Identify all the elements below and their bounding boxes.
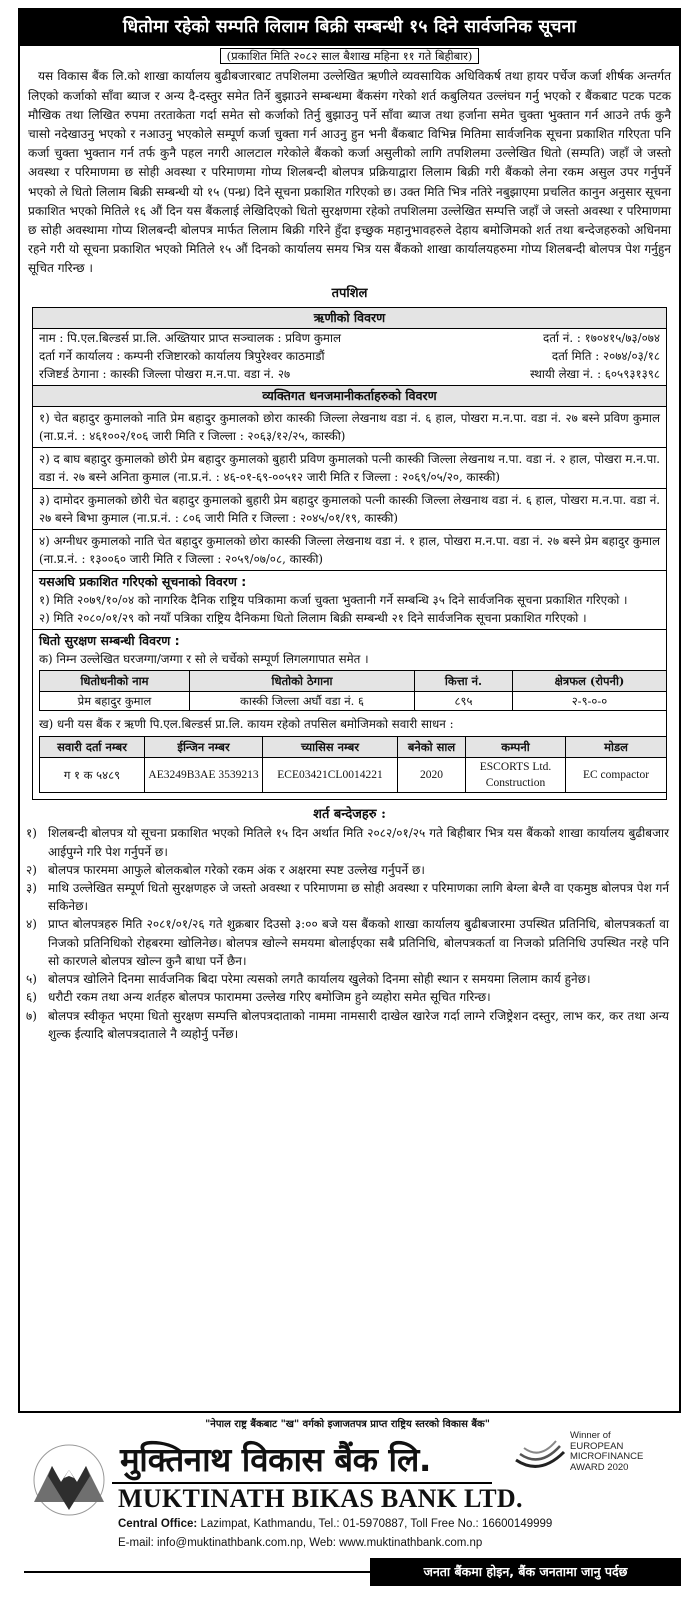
bank-name-english: MUKTINATH BIKAS BANK LTD. <box>118 1484 523 1513</box>
regulatory-slogan: "नेपाल राष्ट्र बैंकबाट "ख" वर्गको इजाजतपत्र प्राप्त राष्ट्रिय स्तरको विकास बैंक" <box>205 1419 490 1430</box>
borrower-reg-no: दर्ता नं. : १७०४१५/७३/०७४ <box>543 331 660 346</box>
condition-text: शिलबन्दी बोलपत्र यो सूचना प्रकाशित भएको मितिले १५ दिन अर्थात मिति २०८२/०१/२५ गते बिहीबार भित्र यस बैंकको शाखा कार्यालय बुढीबजार आईपुग्ने गरि पेश गर्नुपर्ने छ। <box>48 826 669 859</box>
vehicle-engine-cell: AE3249B3AE 3539213 <box>145 758 263 793</box>
condition-number: २) <box>26 862 37 877</box>
previous-notice-item: १) मिति २०७९/१०/०४ को नागरिक दैनिक राष्ट्रिय पत्रिकामा कर्जा चुक्ता भुक्तानी गर्ने सम्बन्धि ३५ दिने सार्वजनिक सूचना प्रकाशित गरिएको । <box>39 593 628 608</box>
borrower-row <box>33 329 666 347</box>
land-plot-cell: ८९५ <box>415 692 513 711</box>
list-item <box>20 915 679 970</box>
borrower-row <box>33 365 666 383</box>
list-item <box>20 879 679 915</box>
list-item <box>20 1007 679 1043</box>
schedule-title: तपशिल <box>331 285 368 301</box>
condition-text: धरौटी रकम तथा अन्य शर्तहरु बोलपत्र फाराममा उल्लेख गरिए बमोजिम हुने व्यहोरा समेत सूचित गरिन्छ। <box>48 990 491 1005</box>
conditions-list <box>20 824 679 1042</box>
vehicle-col-company: कम्पनी <box>466 737 566 758</box>
vehicle-col-model: मोडल <box>566 737 667 758</box>
owners-heading: व्यक्तिगत धनजमानीकर्ताहरुको विवरण <box>33 385 666 407</box>
vehicle-model-cell: EC compactor <box>566 758 667 793</box>
tagline-bar <box>24 1571 370 1573</box>
condition-number: ५) <box>26 972 37 987</box>
owner-item: २) द बाघ बहादुर कुमालको छोरी प्रेम बहादुर कुमालको बुहारी प्रविण कुमालको पत्नी कास्की जिल्ला लेखनाथ न.पा. वडा नं. २ हाल, पोखरा म.न.पा. वडा नं. २७ बस्ने अनिता कुमाल (ना.प्र.नं. : ४६-०१-६९-००५१२ जारी मिति र जिल्ला : २०६९/०५/२०, कास्की) <box>33 447 666 488</box>
vehicle-col-chassis: च्यासिस नम्बर <box>263 737 398 758</box>
list-item <box>20 988 679 1006</box>
land-area-cell: २-९-०-० <box>513 692 667 711</box>
borrower-reg-office: दर्ता गर्ने कार्यालय : कम्पनी रजिष्टारको कार्यालय त्रिपुरेश्वर काठमाडौं <box>39 349 325 364</box>
table-row <box>40 758 667 793</box>
notice-frame <box>18 8 681 1413</box>
bank-tagline: जनता बैंकमा होइन, बैंक जनतामा जानु पर्दछ <box>370 1558 681 1586</box>
intro-paragraph: यस विकास बैंक लि.को शाखा कार्यालय बुढीबजारबाट तपशिलमा उल्लेखित ऋणीले व्यवसायिक अधिविकर्ष तथा हायर पर्चेज कर्जा शीर्षक अन्तर्गत लिएको कर्जाको साँवा ब्याज र अन्य दै-दस्तुर समेत तिर्ने बुझाउने सम्बन्धमा बैंकसंग गरेको शर्त कबुलियत उल्लंघन गर्नु भएको र बैंकबाट पटक पटक मौखिक तथा लिखित रुपमा तरताकेता गर्दा समेत सो कर्जाको तिर्नु बुझाउनु पर्ने साँवा ब्याज तथा हर्जाना समेत चुक्ता भुक्तान गर्न आउने तर्फ कुनै चासो नदेखाउनु भएको र नआउनु भएकोले सम्पूर्ण कर्जा चुक्ता गर्न आउनु हुन भनी बैंकबाट विभिन्न मितिमा सार्वजनिक सूचना प्रकाशित गरिएता पनि कर्जा चुक्ता भुक्तान गर्न तर्फ कुनै पहल नगरी आलटाल गरेकोले बैंकको कर्जा असुलीको लागि तपशिलमा उल्लेखित धितो (सम्पति) जहाँ जे जस्तो अवस्था र परिमाणमा छ सोही अवस्था र परिमाणमा गोप्य शिलबन्दी बोलपत्र प्रक्रियाद्वारा लिलाम बिक्री गरी बैंकको लेना रकम असुल उपर गर्नुपर्ने भएको ले धितो लिलाम बिक्री सम्बन्धी यो १५ (पन्ध्र) दिने सूचना प्रकाशित गरिएको छ। उक्त मिति भित्र नतिरे नबुझाएमा प्रचलित कानुन अनुसार सूचना प्रकाशित भएको मितिले १६ औं दिन यस बैंकलाई लेखिदिएको धितो सुरक्षणमा रहेको तपशिलमा उल्लेखित सम्पत्ति जहाँ जे जस्तो अवस्था र परिमाणमा छ सोही अवस्थामा गोप्य शिलबन्दी बोलपत्र मार्फत लिलाम बिक्री गरिने हुँदा इच्छुक महानुभावहरुले देहाय बमोजिमको शर्त तथा बन्देजहरुको अधिनमा रहने गरी यो सूचना प्रकाशित भएको मितिले १५ औं दिनको कार्यालय समय भित्र यस बैंकको शाखा कार्यालयहरुमा गोप्य शिलबन्दी बोलपत्र पेश गर्नुहुन सूचित गरिन्छ । <box>28 69 671 276</box>
bank-name-nepali: मुक्तिनाथ विकास बैंक लि. <box>120 1440 431 1479</box>
collateral-land-intro: क) निम्न उल्लेखित घरजग्गा/जग्गा र सो ले चर्चेको सम्पूर्ण लिगलगापात समेत । <box>39 652 369 667</box>
previous-notices-section <box>33 570 666 629</box>
owner-item: ३) दामोदर कुमालको छोरी चेत बहादुर कुमालको बुहारी प्रेम बहादुर कुमालको पत्नी कास्की जिल्ला लेखनाथ वडा नं. ६ हाल, पोखरा म.न.पा. वडा नं. २७ बस्ने बिभा कुमाल (ना.प्र.नं. : ८०६ जारी मिति र जिल्ला : २०४५/०१/१९, कास्की) <box>33 488 666 529</box>
borrower-name: नाम : पि.एल.बिल्डर्स प्रा.लि. अख्तियार प्राप्त सञ्चालक : प्रविण कुमाल <box>39 331 342 346</box>
borrower-row <box>33 347 666 365</box>
condition-number: ६) <box>26 990 37 1005</box>
vehicle-chassis-cell: ECE03421CL0014221 <box>263 758 398 793</box>
vehicle-table <box>39 736 667 793</box>
office-details: Lazimpat, Kathmandu, Tel.: 01-5970887, Toll Free No.: 16600149999 <box>200 1518 553 1530</box>
list-item <box>20 970 679 988</box>
condition-number: १) <box>26 826 37 841</box>
condition-number: ३) <box>26 881 37 896</box>
collateral-section <box>33 629 666 799</box>
schedule-box <box>32 307 667 800</box>
borrower-pan: स्थायी लेखा नं. : ६०५९३१३९८ <box>529 367 660 382</box>
condition-number: ४) <box>26 917 37 932</box>
borrower-heading: ऋणीको विवरण <box>33 308 666 329</box>
publication-date-text: (प्रकाशित मिति २०८२ साल बैशाख महिना ११ गते बिहीबार) <box>220 48 480 64</box>
land-col-owner: धितोधनीको नाम <box>40 671 190 692</box>
office-address <box>118 1516 552 1532</box>
collateral-vehicle-intro: ख) धनी यस बैंक र ऋणी पि.एल.बिल्डर्स प्रा.लि. कायम रहेको तपसिल बमोजिमको सवारी साधन : <box>39 717 454 732</box>
condition-text: माथि उल्लेखित सम्पूर्ण धितो सुरक्षणहरु जे जस्तो अवस्था र परिमाणमा छ सोही अवस्था र परिमाणका लागि बेग्ला बेग्लै वा एकमुष्ठ बोलपत्र पेश गर्न सकिनेछ। <box>48 881 669 914</box>
vehicle-col-engine: ईन्जिन नम्बर <box>145 737 263 758</box>
list-item <box>20 861 679 879</box>
vehicle-col-reg: सवारी दर्ता नम्बर <box>40 737 145 758</box>
condition-text: प्राप्त बोलपत्रहरु मिति २०८१/०१/२६ गते शुक्रबार दिउसो ३:०० बजे यस बैंकको शाखा कार्यालय बुढीबजारमा उपस्थित प्रतिनिधि, बोलपत्रकर्ता वा निजको प्रतिनिधिको रोहबरमा खोलिनेछ। बोलपत्र खोल्ने समयमा बोलाईएका सबै प्रतिनिधि, बोलपत्रकर्ता वा निजको प्रतिनिधि उपस्थित नरहे पनि सो कारणले बोलपत्र खोल्न कुनै बाधा पर्ने छैन। <box>48 917 669 968</box>
list-item <box>20 824 679 860</box>
publication-date <box>20 48 679 64</box>
owner-item: ४) अग्नीधर कुमालको नाति चेत बहादुर कुमालको छोरा कास्की जिल्ला लेखनाथ वडा नं. १ हाल, पोखरा म.न.पा. वडा नं. २७ बस्ने प्रेम बहादुर कुमाल (ना.प्र.नं. : १३००६० जारी मिति र जिल्ला : २०५९/०७/०८, कास्की) <box>33 529 666 570</box>
conditions-title: शर्त बन्देजहरु : <box>313 807 386 823</box>
owner-item: १) चेत बहादुर कुमालको नाति प्रेम बहादुर कुमालको छोरा कास्की जिल्ला लेखनाथ वडा नं. ६ हाल, पोखरा म.न.पा. वडा नं. २७ बस्ने प्रविण कुमाल (ना.प्र.नं. : ४६१००२/१०६ जारी मिति र जिल्ला : २०६३/१२/२५, कास्की) <box>39 411 660 444</box>
mountain-m-logo-icon <box>28 1440 110 1516</box>
land-owner-cell: प्रेम बहादुर कुमाल <box>40 692 190 711</box>
collateral-heading: धितो सुरक्षण सम्बन्धी विवरण : <box>39 633 180 649</box>
borrower-address: रजिष्टर्ड ठेगाना : कास्की जिल्ला पोखरा म.न.पा. वडा नं. २७ <box>39 367 291 382</box>
condition-text: बोलपत्र खोलिने दिनमा सार्वजनिक बिदा परेमा त्यसको लगतै कार्यालय खुलेको दिनमा सोही स्थान र समयमा लिलाम कार्य हुनेछ। <box>48 972 591 987</box>
office-label: Central Office: <box>118 1518 198 1530</box>
condition-number: ७) <box>26 1008 37 1023</box>
condition-text: बोलपत्र स्वीकृत भएमा धितो सुरक्षण सम्पत्ति बोलपत्रदाताको नाममा नामसारी दाखेल खारेज गर्दा लाग्ने रजिष्ट्रेशन दस्तुर, लाभ कर, कर तथा अन्य शुल्क ईत्यादि बोलपत्रदाताले नै व्यहोर्नु पर्नेछ। <box>48 1008 669 1041</box>
previous-notice-item: २) मिति २०८०/०१/२९ को नयाँ पत्रिका राष्ट्रिय दैनिकमा धितो लिलाम बिक्री सम्बन्धी २१ दिने सार्वजनिक सूचना प्रकाशित गरिएको । <box>39 611 587 626</box>
award-line: MICROFINANCE <box>570 1451 644 1462</box>
borrower-reg-date: दर्ता मिति : २०७४/०३/१८ <box>551 349 660 364</box>
previous-notices-heading: यसअघि प्रकाशित गरिएको सूचनाको विवरण : <box>39 574 247 590</box>
vehicle-table-header <box>40 737 667 758</box>
award-swoosh-icon <box>510 1432 570 1478</box>
vehicle-company-cell: ESCORTS Ltd. Construction <box>466 758 566 793</box>
award-line: AWARD 2020 <box>570 1461 629 1473</box>
vehicle-year-cell: 2020 <box>398 758 466 793</box>
land-col-address: धितोको ठेगाना <box>190 671 415 692</box>
vehicle-reg-cell: ग १ क ५४८९ <box>40 758 145 793</box>
condition-text: बोलपत्र फारममा आफुले बोलकबोल गरेको रकम अंक र अक्षरमा स्पष्ट उल्लेख गर्नुपर्ने छ। <box>48 862 425 877</box>
land-col-plot: कित्ता नं. <box>415 671 513 692</box>
notice-headline: धितोमा रहेको सम्पति लिलाम बिक्री सम्बन्धी १५ दिने सार्वजनिक सूचना <box>20 10 679 46</box>
land-table-header <box>40 671 667 692</box>
vehicle-col-year: बनेको साल <box>398 737 466 758</box>
table-row <box>40 692 667 711</box>
land-table <box>39 670 667 711</box>
award-text <box>570 1431 643 1473</box>
land-col-area: क्षेत्रफल (रोपनी) <box>513 671 667 692</box>
award-line: Winner of <box>570 1430 611 1441</box>
contact-line: E-mail: info@muktinathbank.com.np, Web: www.muktinathbank.com.np <box>118 1537 483 1549</box>
land-address-cell: कास्की जिल्ला अर्घौ वडा नं. ६ <box>190 692 415 711</box>
award-line: EUROPEAN <box>570 1440 624 1452</box>
